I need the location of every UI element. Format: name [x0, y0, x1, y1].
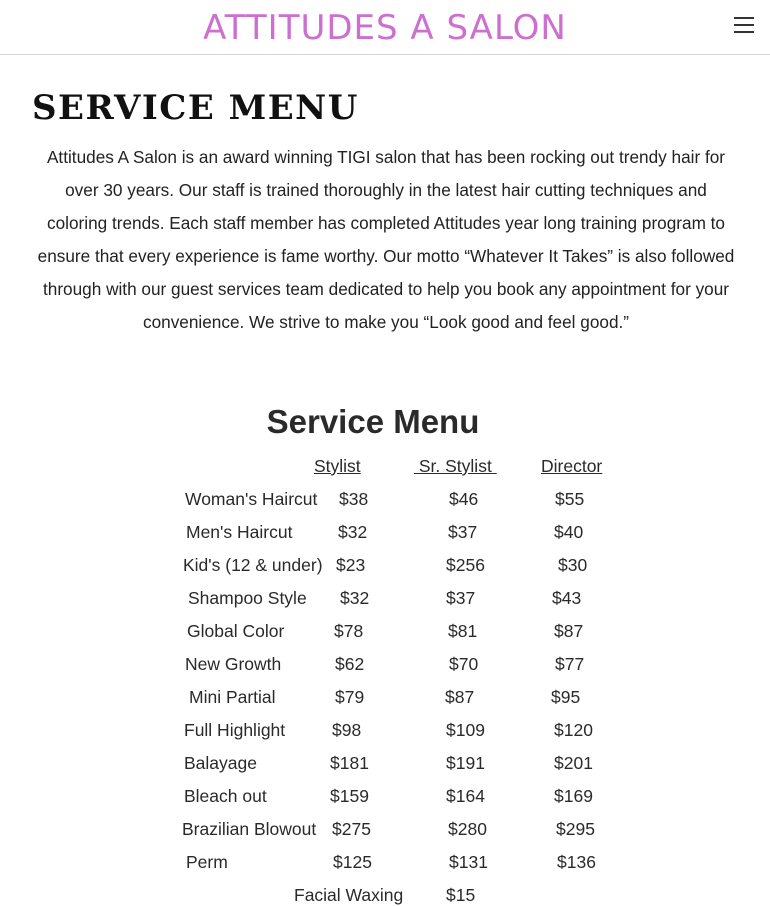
site-header	[0, 0, 770, 55]
price-sr-stylist: $70	[449, 654, 479, 674]
price-stylist: $78	[334, 621, 364, 641]
menu-bar	[734, 17, 754, 19]
price-stylist: $125	[333, 852, 372, 872]
price-sr-stylist: $280	[448, 819, 487, 839]
price-sr-stylist: $81	[448, 621, 478, 641]
service-name: Facial Waxing	[294, 885, 404, 905]
price-director: $43	[552, 588, 582, 608]
price-stylist: $275	[332, 819, 371, 839]
menu-bar	[734, 24, 754, 26]
price-sr-stylist: $109	[446, 720, 485, 740]
price-stylist: $32	[338, 522, 368, 542]
price-sr-stylist: $46	[449, 489, 479, 509]
price-director: $295	[556, 819, 595, 839]
price-stylist: $32	[340, 588, 370, 608]
price-director: $77	[555, 654, 585, 674]
service-name: Woman's Haircut	[185, 489, 318, 509]
price-stylist: $181	[330, 753, 369, 773]
price-stylist: $23	[336, 555, 366, 575]
service-name: Bleach out	[184, 786, 267, 806]
column-header-sr-stylist	[414, 455, 497, 477]
price-director: $169	[554, 786, 593, 806]
price-sr-stylist: $131	[449, 852, 488, 872]
service-name: New Growth	[185, 654, 282, 674]
service-name: Brazilian Blowout	[182, 819, 317, 839]
column-header-director: Director	[541, 456, 603, 476]
price-stylist: $98	[332, 720, 362, 740]
price-stylist: $62	[335, 654, 365, 674]
price-sr-stylist: $37	[448, 522, 478, 542]
service-menu-heading: Service Menu	[266, 403, 480, 440]
service-name: Kid's (12 & under)	[183, 555, 323, 575]
price-director: $120	[554, 720, 593, 740]
price-director: $30	[558, 555, 588, 575]
price-director: $55	[555, 489, 585, 509]
service-name: Balayage	[184, 753, 257, 773]
service-name: Mini Partial	[189, 687, 276, 707]
hamburger-menu-icon[interactable]	[734, 17, 754, 35]
service-name: Shampoo Style	[188, 588, 307, 608]
price-sr-stylist: $37	[446, 588, 476, 608]
price-stylist: $38	[339, 489, 369, 509]
page-title: SERVICE MENU	[32, 88, 359, 128]
service-name: Full Highlight	[184, 720, 286, 740]
price-sr-stylist: $256	[446, 555, 485, 575]
price-director: $201	[554, 753, 593, 773]
price-stylist: $79	[335, 687, 365, 707]
price-sr-stylist: $87	[445, 687, 475, 707]
price-sr-stylist: $164	[446, 786, 485, 806]
column-header-sr-stylist-label: Sr. Stylist	[418, 456, 492, 476]
service-name: Perm	[186, 852, 228, 872]
intro-paragraph: Attitudes A Salon is an award winning TIGI salon that has been rocking out trendy hair for over 30 years. Our staff is trained thoroughly in the latest hair cutting techniques and coloring trends. Each staff member has completed Attitudes year long training program to ensure that every experience is fame worthy. Our motto “Whatever It Takes” is also followed through with our guest services team dedicated to help you book any appointment for your convenience. We strive to make you “Look good and feel good.”	[37, 147, 735, 332]
price-director: $40	[554, 522, 584, 542]
price-sr-stylist: $191	[446, 753, 485, 773]
price-stylist: $159	[330, 786, 369, 806]
price-facial-waxing: $15	[446, 885, 476, 905]
site-title[interactable]: ATTITUDES A SALON	[203, 8, 567, 48]
service-name: Global Color	[187, 621, 285, 641]
price-director: $87	[554, 621, 584, 641]
menu-bar	[734, 31, 754, 33]
price-director: $136	[557, 852, 596, 872]
service-name: Men's Haircut	[186, 522, 293, 542]
column-header-stylist: Stylist	[314, 456, 361, 476]
price-director: $95	[551, 687, 581, 707]
